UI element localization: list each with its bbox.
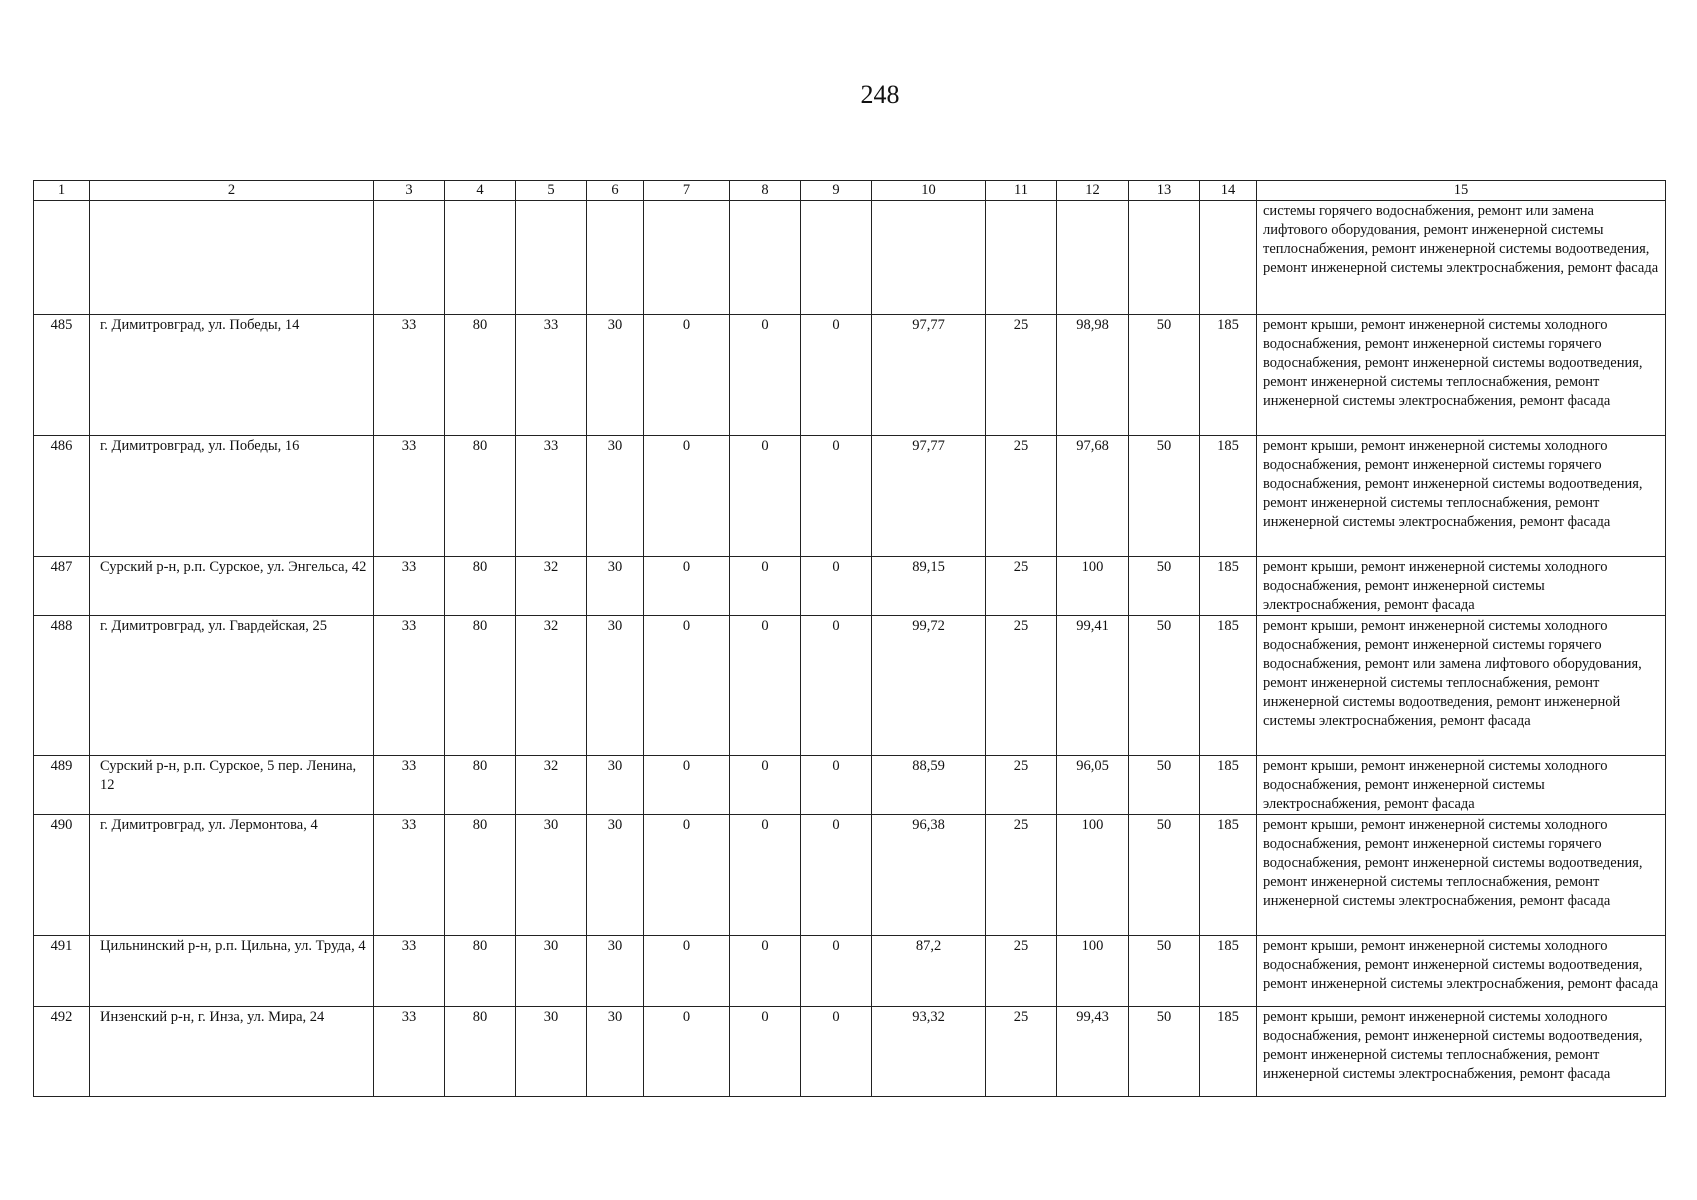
col10-cell: 97,77: [872, 436, 986, 557]
col10-cell: 96,38: [872, 815, 986, 936]
address-cell: Сурский р-н, р.п. Сурское, ул. Энгельса, 42: [90, 557, 374, 616]
table-row: [34, 756, 1666, 815]
col13-cell: 50: [1129, 557, 1200, 616]
col9-cell: 0: [801, 557, 872, 616]
column-header: 10: [872, 181, 986, 201]
column-header: 3: [374, 181, 445, 201]
column-header: 11: [986, 181, 1057, 201]
col7-cell: 0: [644, 557, 730, 616]
col10-cell: 88,59: [872, 756, 986, 815]
col7-cell: [644, 201, 730, 315]
col14-cell: 185: [1200, 616, 1257, 756]
col3-cell: 33: [374, 1007, 445, 1097]
col9-cell: 0: [801, 315, 872, 436]
col6-cell: 30: [587, 557, 644, 616]
table-body: [34, 181, 1666, 1097]
col5-cell: 32: [516, 616, 587, 756]
row-number: 490: [34, 815, 90, 936]
col5-cell: [516, 201, 587, 315]
col7-cell: 0: [644, 936, 730, 1007]
col14-cell: 185: [1200, 1007, 1257, 1097]
col14-cell: [1200, 201, 1257, 315]
works-list-cell: ремонт крыши, ремонт инженерной системы холодного водоснабжения, ремонт инженерной системы горячего водоснабжения, ремонт инженерной системы водоотведения, ремонт инженерной системы теплоснабжения, ремонт инженерной системы электроснабжения, ремонт фасада: [1257, 815, 1666, 936]
address-cell: г. Димитровград, ул. Победы, 16: [90, 436, 374, 557]
table-row: [34, 201, 1666, 315]
row-number: 487: [34, 557, 90, 616]
col3-cell: [374, 201, 445, 315]
col11-cell: 25: [986, 315, 1057, 436]
row-number: 486: [34, 436, 90, 557]
column-header: 15: [1257, 181, 1666, 201]
col3-cell: 33: [374, 436, 445, 557]
row-number: 491: [34, 936, 90, 1007]
col8-cell: 0: [730, 315, 801, 436]
column-header: 6: [587, 181, 644, 201]
works-list-cell: ремонт крыши, ремонт инженерной системы холодного водоснабжения, ремонт инженерной системы водоотведения, ремонт инженерной системы теплоснабжения, ремонт инженерной системы электроснабжения, ремонт фасада: [1257, 1007, 1666, 1097]
col3-cell: 33: [374, 756, 445, 815]
table-row: [34, 315, 1666, 436]
col6-cell: 30: [587, 756, 644, 815]
col10-cell: 89,15: [872, 557, 986, 616]
col10-cell: 93,32: [872, 1007, 986, 1097]
col7-cell: 0: [644, 616, 730, 756]
col3-cell: 33: [374, 815, 445, 936]
col12-cell: 100: [1057, 557, 1129, 616]
row-number: 489: [34, 756, 90, 815]
col9-cell: 0: [801, 436, 872, 557]
col5-cell: 32: [516, 756, 587, 815]
col6-cell: 30: [587, 936, 644, 1007]
col10-cell: 87,2: [872, 936, 986, 1007]
col4-cell: 80: [445, 936, 516, 1007]
row-number: 488: [34, 616, 90, 756]
col5-cell: 33: [516, 436, 587, 557]
col14-cell: 185: [1200, 436, 1257, 557]
col8-cell: 0: [730, 936, 801, 1007]
col10-cell: 97,77: [872, 315, 986, 436]
column-header-row: [34, 181, 1666, 201]
address-cell: г. Димитровград, ул. Гвардейская, 25: [90, 616, 374, 756]
col7-cell: 0: [644, 815, 730, 936]
works-list-cell: системы горячего водоснабжения, ремонт или замена лифтового оборудования, ремонт инженерной системы теплоснабжения, ремонт инженерной системы водоотведения, ремонт инженерной системы электроснабжения, ремонт фасада: [1257, 201, 1666, 315]
works-list-cell: ремонт крыши, ремонт инженерной системы холодного водоснабжения, ремонт инженерной системы горячего водоснабжения, ремонт инженерной системы водоотведения, ремонт инженерной системы теплоснабжения, ремонт инженерной системы электроснабжения, ремонт фасада: [1257, 436, 1666, 557]
col7-cell: 0: [644, 756, 730, 815]
col11-cell: 25: [986, 756, 1057, 815]
page-number: 248: [860, 80, 900, 109]
col3-cell: 33: [374, 936, 445, 1007]
column-header: 1: [34, 181, 90, 201]
row-number: [34, 201, 90, 315]
col9-cell: 0: [801, 1007, 872, 1097]
col14-cell: 185: [1200, 315, 1257, 436]
table-row: [34, 616, 1666, 756]
col13-cell: 50: [1129, 436, 1200, 557]
col4-cell: 80: [445, 616, 516, 756]
works-list-cell: ремонт крыши, ремонт инженерной системы холодного водоснабжения, ремонт инженерной системы электроснабжения, ремонт фасада: [1257, 557, 1666, 616]
col6-cell: 30: [587, 815, 644, 936]
register-table: [33, 180, 1666, 1097]
column-header: 7: [644, 181, 730, 201]
col9-cell: 0: [801, 815, 872, 936]
col3-cell: 33: [374, 315, 445, 436]
col12-cell: 97,68: [1057, 436, 1129, 557]
col5-cell: 30: [516, 815, 587, 936]
column-header: 2: [90, 181, 374, 201]
table-row: [34, 557, 1666, 616]
col10-cell: [872, 201, 986, 315]
col12-cell: [1057, 201, 1129, 315]
col14-cell: 185: [1200, 557, 1257, 616]
col8-cell: 0: [730, 436, 801, 557]
col8-cell: [730, 201, 801, 315]
col12-cell: 99,41: [1057, 616, 1129, 756]
works-list-cell: ремонт крыши, ремонт инженерной системы холодного водоснабжения, ремонт инженерной системы водоотведения, ремонт инженерной системы электроснабжения, ремонт фасада: [1257, 936, 1666, 1007]
table-row: [34, 436, 1666, 557]
col12-cell: 99,43: [1057, 1007, 1129, 1097]
row-number: 492: [34, 1007, 90, 1097]
col11-cell: 25: [986, 557, 1057, 616]
col5-cell: 32: [516, 557, 587, 616]
col9-cell: 0: [801, 616, 872, 756]
column-header: 14: [1200, 181, 1257, 201]
col5-cell: 30: [516, 936, 587, 1007]
col9-cell: 0: [801, 756, 872, 815]
address-cell: Сурский р-н, р.п. Сурское, 5 пер. Ленина, 12: [90, 756, 374, 815]
works-list-cell: ремонт крыши, ремонт инженерной системы холодного водоснабжения, ремонт инженерной системы горячего водоснабжения, ремонт или замена лифтового оборудования, ремонт инженерной системы теплоснабжения, ремонт инженерной системы водоотведения, ремонт инженерной системы электроснабжения, ремонт фасада: [1257, 616, 1666, 756]
address-cell: [90, 201, 374, 315]
col5-cell: 30: [516, 1007, 587, 1097]
col4-cell: 80: [445, 436, 516, 557]
col13-cell: [1129, 201, 1200, 315]
col12-cell: 100: [1057, 936, 1129, 1007]
col4-cell: [445, 201, 516, 315]
col9-cell: [801, 201, 872, 315]
col14-cell: 185: [1200, 936, 1257, 1007]
col12-cell: 100: [1057, 815, 1129, 936]
col11-cell: 25: [986, 436, 1057, 557]
col11-cell: 25: [986, 815, 1057, 936]
col8-cell: 0: [730, 557, 801, 616]
col11-cell: 25: [986, 1007, 1057, 1097]
address-cell: Цильнинский р-н, р.п. Цильна, ул. Труда, 4: [90, 936, 374, 1007]
col4-cell: 80: [445, 557, 516, 616]
col13-cell: 50: [1129, 815, 1200, 936]
table-row: [34, 815, 1666, 936]
address-cell: г. Димитровград, ул. Лермонтова, 4: [90, 815, 374, 936]
works-list-cell: ремонт крыши, ремонт инженерной системы холодного водоснабжения, ремонт инженерной системы горячего водоснабжения, ремонт инженерной системы водоотведения, ремонт инженерной системы теплоснабжения, ремонт инженерной системы электроснабжения, ремонт фасада: [1257, 315, 1666, 436]
col7-cell: 0: [644, 436, 730, 557]
col9-cell: 0: [801, 936, 872, 1007]
col13-cell: 50: [1129, 936, 1200, 1007]
col10-cell: 99,72: [872, 616, 986, 756]
col13-cell: 50: [1129, 315, 1200, 436]
column-header: 9: [801, 181, 872, 201]
col4-cell: 80: [445, 756, 516, 815]
col11-cell: 25: [986, 616, 1057, 756]
col12-cell: 96,05: [1057, 756, 1129, 815]
col5-cell: 33: [516, 315, 587, 436]
col13-cell: 50: [1129, 616, 1200, 756]
col13-cell: 50: [1129, 756, 1200, 815]
col13-cell: 50: [1129, 1007, 1200, 1097]
col14-cell: 185: [1200, 815, 1257, 936]
col14-cell: 185: [1200, 756, 1257, 815]
col8-cell: 0: [730, 1007, 801, 1097]
col12-cell: 98,98: [1057, 315, 1129, 436]
works-list-cell: ремонт крыши, ремонт инженерной системы холодного водоснабжения, ремонт инженерной системы электроснабжения, ремонт фасада: [1257, 756, 1666, 815]
row-number: 485: [34, 315, 90, 436]
col4-cell: 80: [445, 1007, 516, 1097]
col7-cell: 0: [644, 1007, 730, 1097]
col4-cell: 80: [445, 815, 516, 936]
column-header: 4: [445, 181, 516, 201]
col3-cell: 33: [374, 557, 445, 616]
col3-cell: 33: [374, 616, 445, 756]
col11-cell: [986, 201, 1057, 315]
col8-cell: 0: [730, 756, 801, 815]
col8-cell: 0: [730, 815, 801, 936]
address-cell: г. Димитровград, ул. Победы, 14: [90, 315, 374, 436]
col7-cell: 0: [644, 315, 730, 436]
col8-cell: 0: [730, 616, 801, 756]
column-header: 5: [516, 181, 587, 201]
column-header: 12: [1057, 181, 1129, 201]
col6-cell: [587, 201, 644, 315]
table-row: [34, 936, 1666, 1007]
column-header: 13: [1129, 181, 1200, 201]
address-cell: Инзенский р-н, г. Инза, ул. Мира, 24: [90, 1007, 374, 1097]
col4-cell: 80: [445, 315, 516, 436]
col6-cell: 30: [587, 436, 644, 557]
col6-cell: 30: [587, 315, 644, 436]
col11-cell: 25: [986, 936, 1057, 1007]
col6-cell: 30: [587, 616, 644, 756]
table-row: [34, 1007, 1666, 1097]
column-header: 8: [730, 181, 801, 201]
col6-cell: 30: [587, 1007, 644, 1097]
